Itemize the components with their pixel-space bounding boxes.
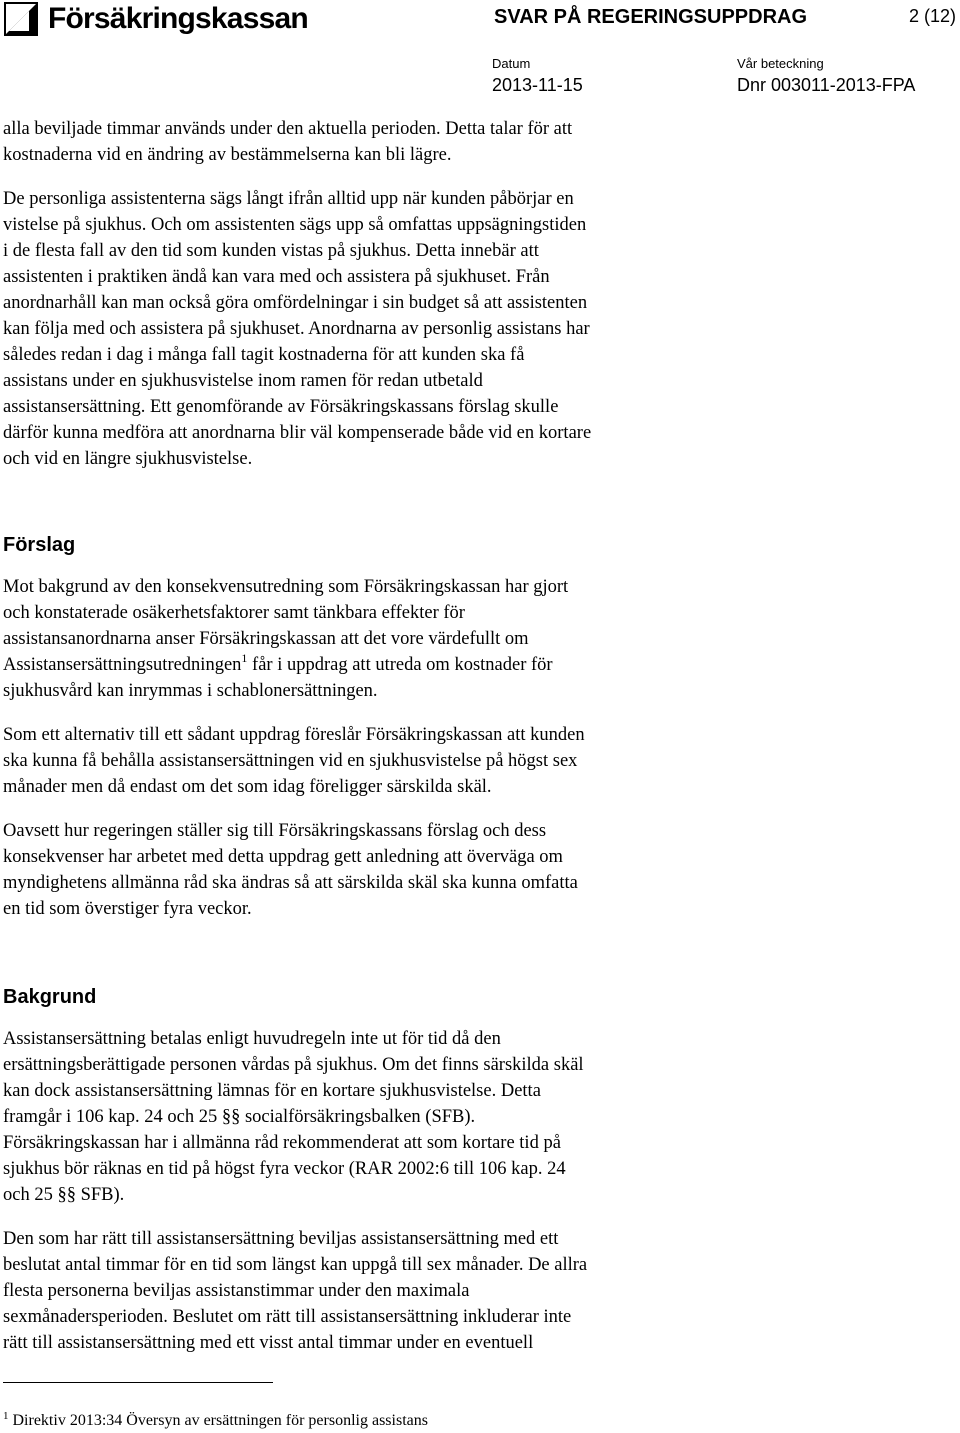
text-line: därför kunna medföra att anordnarna blir väl kompenserade både vid en kortare: [3, 423, 592, 443]
text-line: assistenten i praktiken ändå kan vara med och assistera på sjukhuset. Från: [3, 267, 550, 287]
text-line: således redan i dag i många fall tagit kostnaderna för att kunden ska få: [3, 345, 525, 365]
text-line: kostnaderna vid en ändring av bestämmelserna kan bli lägre.: [3, 145, 452, 165]
footnote-number: 1: [3, 1410, 9, 1422]
text-line: De personliga assistenterna sägs långt ifrån alltid upp när kunden påbörjar en: [3, 189, 574, 209]
text-line: Som ett alternativ till ett sådant uppdrag föreslår Försäkringskassan att kunden: [3, 725, 585, 745]
text-line: sjukhusvård kan inrymmas i schablonersättningen.: [3, 681, 378, 701]
forslag-paragraph-1: [3, 574, 743, 704]
bakgrund-paragraph-2: [3, 1226, 743, 1356]
text-line: beslutat antal timmar för en tid som längst kan uppgå till sex månader. De allra: [3, 1255, 588, 1275]
text-line: Försäkringskassan har i allmänna råd rekommenderat att som kortare tid på: [3, 1133, 561, 1153]
text-line: och vid en längre sjukhusvistelse.: [3, 449, 253, 469]
text-line: och 25 §§ SFB).: [3, 1185, 125, 1205]
footnote: [3, 1411, 428, 1431]
text-line: assistans under en sjukhusvistelse inom ramen för redan utbetald: [3, 371, 483, 391]
footnote-reference[interactable]: 1: [241, 651, 248, 665]
text-line: Assistansersättning betalas enligt huvudregeln inte ut för tid då den: [3, 1029, 501, 1049]
text-line: vistelse på sjukhus. Och om assistenten sägs upp så omfattas uppsägningstiden: [3, 215, 587, 235]
reference-block: [737, 56, 915, 97]
text-line: myndighetens allmänna råd ska ändras så att särskilda skäl ska kunna omfatta: [3, 873, 578, 893]
text-line: Den som har rätt till assistansersättning beviljas assistansersättning med ett: [3, 1229, 559, 1249]
section-heading-bakgrund: Bakgrund: [3, 986, 97, 1008]
document-title: SVAR PÅ REGERINGSUPPDRAG: [494, 6, 808, 28]
forsakringskassan-logo-icon: [4, 2, 38, 36]
text-line: kan följa med och assistera på sjukhuset. Anordnarna av personlig assistans har: [3, 319, 590, 339]
text-line: Mot bakgrund av den konsekvensutredning som Försäkringskassan har gjort: [3, 577, 569, 597]
text-line: en tid som överstiger fyra veckor.: [3, 899, 252, 919]
reference-label: Vår beteckning: [737, 56, 824, 71]
forslag-paragraph-2: [3, 722, 743, 800]
text-line: kan dock assistansersättning lämnas för en kortare sjukhusvistelse. Detta: [3, 1081, 541, 1101]
text-line: anordnarhåll kan man också göra omfördelningar i sin budget så att assistenten: [3, 293, 588, 313]
text-line: Oavsett hur regeringen ställer sig till Försäkringskassans förslag och dess: [3, 821, 547, 841]
footnote-text: Direktiv 2013:34 Översyn av ersättningen för personlig assistans: [8, 1412, 428, 1429]
text-line: flesta personerna beviljas assistanstimmar under den maximala: [3, 1281, 470, 1301]
text-line: framgår i 106 kap. 24 och 25 §§ socialförsäkringsbalken (SFB).: [3, 1107, 476, 1127]
text-line: sexmånadersperioden. Beslutet om rätt till assistansersättning inkluderar inte: [3, 1307, 572, 1327]
section-heading-forslag: Förslag: [3, 534, 76, 556]
intro-paragraph-2: [3, 186, 743, 472]
intro-paragraph-1: [3, 116, 743, 168]
text-fragment: får i uppdrag att utreda om kostnader för: [247, 655, 553, 675]
text-line: ska kunna få behålla assistansersättningen vid en sjukhusvistelse på högst sex: [3, 751, 578, 771]
date-label: Datum: [492, 56, 531, 71]
text-line: månader men då endast om det som idag föreligger särskilda skäl.: [3, 777, 492, 797]
text-line: ersättningsberättigade personen vårdas på sjukhus. Om det finns särskilda skäl: [3, 1055, 584, 1075]
text-line: alla beviljade timmar används under den aktuella perioden. Detta talar för att: [3, 119, 573, 139]
date-value: 2013-11-15: [492, 75, 583, 95]
text-line: rätt till assistansersättning med ett visst antal timmar under en eventuell: [3, 1333, 534, 1353]
text-line: i de flesta fall av den tid som kunden vistas på sjukhus. Detta innebär att: [3, 241, 539, 261]
text-line-with-footnote: [3, 652, 743, 678]
text-line: och konstaterade osäkerhetsfaktorer samt tänkbara effekter för: [3, 603, 465, 623]
text-line: konsekvenser har arbetet med detta uppdrag gett anledning att överväga om: [3, 847, 563, 867]
date-block: [492, 56, 583, 97]
forslag-paragraph-3: [3, 818, 743, 922]
bakgrund-paragraph-1: [3, 1026, 743, 1208]
logo-text: Försäkringskassan: [48, 2, 308, 35]
agency-logo: [4, 2, 308, 36]
page-number: 2 (12): [908, 6, 956, 26]
reference-value: Dnr 003011-2013-FPA: [737, 75, 916, 95]
document-body: [3, 116, 743, 1356]
text-line: assistansanordnarna anser Försäkringskassan att det vore värdefullt om: [3, 629, 529, 649]
text-line: assistansersättning. Ett genomförande av Försäkringskassans förslag skulle: [3, 397, 559, 417]
text-line: sjukhus bör räknas en tid på högst fyra veckor (RAR 2002:6 till 106 kap. 24: [3, 1159, 566, 1179]
text-fragment: Assistansersättningsutredningen: [3, 655, 242, 675]
footnote-divider: [3, 1382, 273, 1383]
